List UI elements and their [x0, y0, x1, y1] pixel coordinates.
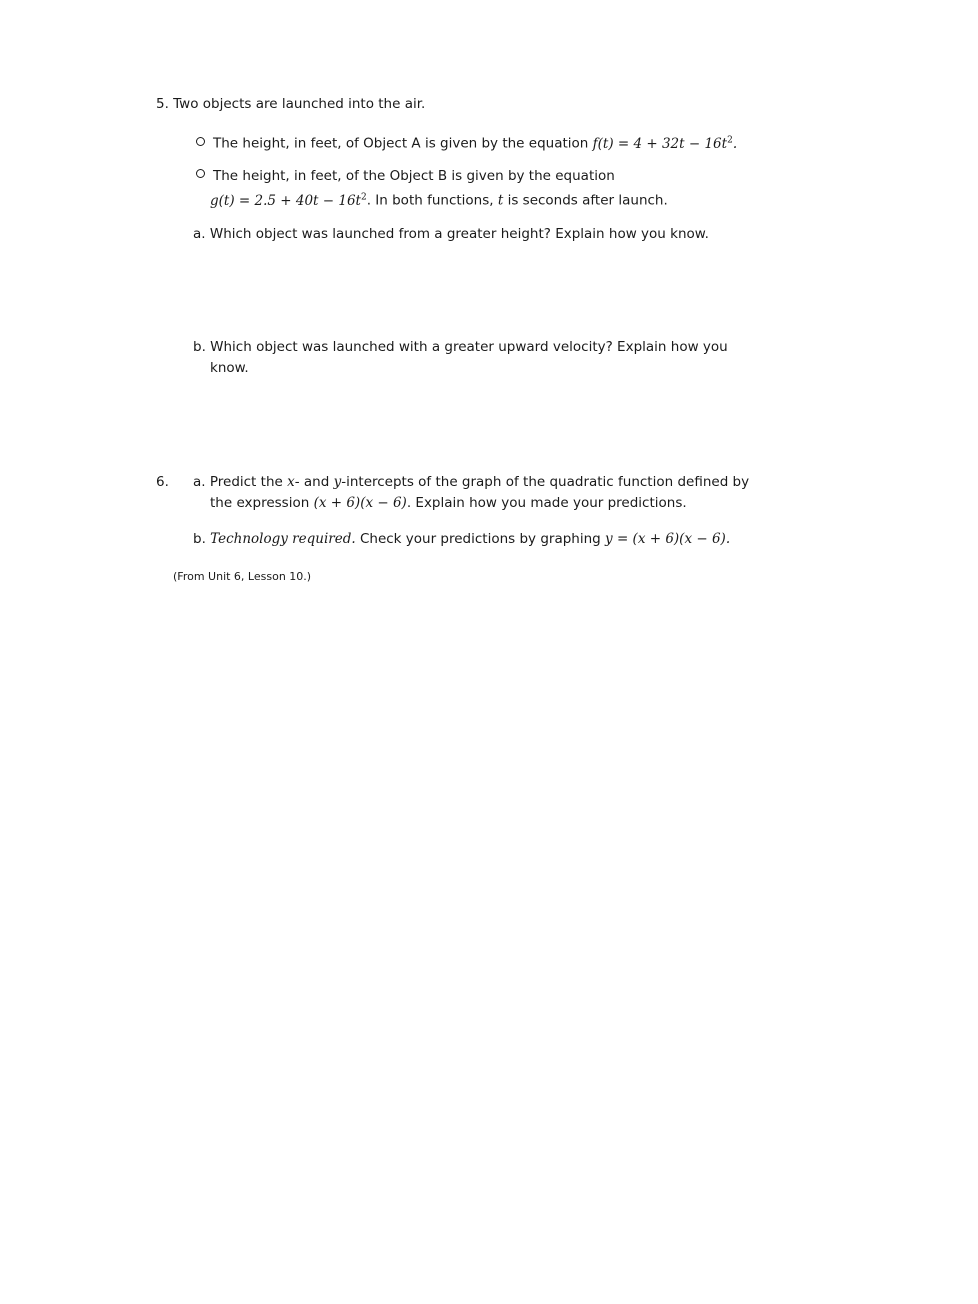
- problem-5-part-b-line1: b. Which object was launched with a greater upward velocity? Explain how you: [193, 339, 728, 355]
- problem-6-part-b: b. Technology required. Check your predictions by graphing y = (x + 6)(x − 6).: [193, 531, 731, 547]
- problem-5-bullet-a: The height, in feet, of Object A is given by the equation $f(t) = 4 + 32t - 16t^2$.: [196, 131, 737, 153]
- expression: (x + 6)(x − 6): [313, 495, 407, 511]
- problem-6-number: 6.: [156, 474, 169, 490]
- problem-5-bullet-b-line1: The height, in feet, of the Object B is given by the equation: [196, 167, 615, 185]
- problem-5-part-b-line2: know.: [210, 360, 249, 376]
- graphing-equation: y = (x + 6)(x − 6).: [605, 531, 731, 547]
- problem-5-bullet-b-line2: $g(t) = 2.5 + 40t - 16t^2$. In both functions, t is seconds after launch.: [210, 192, 668, 209]
- problem-5-heading: 5. Two objects are launched into the air.: [156, 96, 426, 112]
- equation-g: $g(t) = 2.5 + 40t - 16t^2$: [210, 192, 367, 209]
- bullet-circle-icon: [196, 137, 205, 146]
- technology-required-label: Technology required.: [210, 531, 356, 547]
- equation-f: $f(t) = 4 + 32t - 16t^2$.: [592, 135, 738, 152]
- source-note: (From Unit 6, Lesson 10.): [173, 570, 312, 583]
- bullet-circle-icon: [196, 169, 205, 178]
- problem-6-part-a-line2: the expression (x + 6)(x − 6). Explain how you made your predictions.: [210, 495, 687, 511]
- problem-6-part-a-line1: a. Predict the x- and y-intercepts of the graph of the quadratic function defined by: [193, 474, 750, 490]
- problem-5-part-a: a. Which object was launched from a greater height? Explain how you know.: [193, 226, 709, 242]
